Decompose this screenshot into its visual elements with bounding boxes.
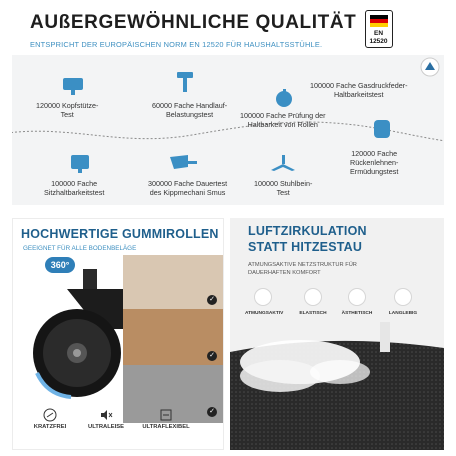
feature-label: LANGLEBIG xyxy=(388,311,418,316)
check-icon: ✓ xyxy=(207,351,217,361)
wheels-title: HOCHWERTIGE GUMMIROLLEN xyxy=(21,227,219,241)
test-1-text: 120000 Kopfstütze- Test xyxy=(36,101,99,119)
seat-icon xyxy=(70,153,90,173)
test-5-text: 100000 Fache Sitzhaltbarkeitstest xyxy=(44,179,105,197)
en12520-badge xyxy=(365,10,393,48)
air-subtitle-line1: ATMUNGSAKTIVE NETZSTRUKTUR FÜR xyxy=(248,262,357,268)
silent-icon xyxy=(99,408,113,422)
certification-icon xyxy=(420,57,440,77)
chair-base-icon xyxy=(270,155,296,173)
test-3-text: 100000 Fache Prüfung der Haltbarkeit von Rollen xyxy=(240,111,326,129)
test-2-text: 60000 Fache Handlauf- Belastungstest xyxy=(152,101,228,119)
test-4-text: 100000 Fache Gasdruckfeder- Haltbarkeitstest xyxy=(310,81,408,99)
badge-line2: 12520 xyxy=(369,38,388,45)
headrest-icon xyxy=(62,77,84,95)
test-7-text: 100000 Stuhlbein- Test xyxy=(254,179,313,197)
caster-wheel-icon xyxy=(275,89,293,107)
feature-label: KRATZFREI xyxy=(33,424,67,430)
elastic-icon xyxy=(304,288,322,306)
page-subtitle: ENTSPRICHT DER EUROPÄISCHEN NORM EN 12520 FÜR HAUSHALTSSTÜHLE. xyxy=(30,40,323,49)
test-8-text: 120000 Fache Rückenlehnen- Ermüdungstest xyxy=(350,149,399,176)
mesh-seat-image xyxy=(230,322,444,450)
breathable-icon xyxy=(254,288,272,306)
air-circulation-card xyxy=(230,218,444,450)
tilt-mechanism-icon xyxy=(168,153,198,171)
check-icon: ✓ xyxy=(207,295,217,305)
rotation-badge: 360° xyxy=(45,257,75,273)
air-subtitle-line2: DAUERHAFTEN KOMFORT xyxy=(248,270,321,276)
feature-label: ÄSTHETISCH xyxy=(341,311,373,316)
wheels-subtitle: GEEIGNET FÜR ALLE BODENBELÄGE xyxy=(23,245,137,252)
tests-timeline xyxy=(12,55,444,205)
feature-label: ULTRALEISE xyxy=(88,424,124,430)
feature-label: ATMUNGSAKTIV xyxy=(245,311,284,316)
german-flag-icon xyxy=(370,15,388,27)
flexible-icon xyxy=(159,408,173,422)
aesthetic-icon xyxy=(348,288,366,306)
check-icon: ✓ xyxy=(207,407,217,417)
air-title-line2: STATT HITZESTAU xyxy=(248,240,363,254)
hammer-icon xyxy=(175,71,197,93)
caster-wheel-image xyxy=(27,263,147,403)
badge-line1: EN xyxy=(373,30,384,37)
backrest-icon xyxy=(372,119,392,141)
air-title-line1: LUFTZIRKULATION xyxy=(248,224,367,238)
feature-label: ULTRAFLEXIBEL xyxy=(142,424,190,430)
quality-section xyxy=(0,0,456,212)
scratch-free-icon xyxy=(43,408,57,422)
page-title: AUßERGEWÖHNLICHE QUALITÄT xyxy=(30,12,357,33)
test-6-text: 300000 Fache Dauertest des Kippmechani Smus xyxy=(148,179,228,197)
durable-icon xyxy=(394,288,412,306)
rubber-wheels-card xyxy=(12,218,224,450)
feature-label: ELASTISCH xyxy=(299,311,327,316)
